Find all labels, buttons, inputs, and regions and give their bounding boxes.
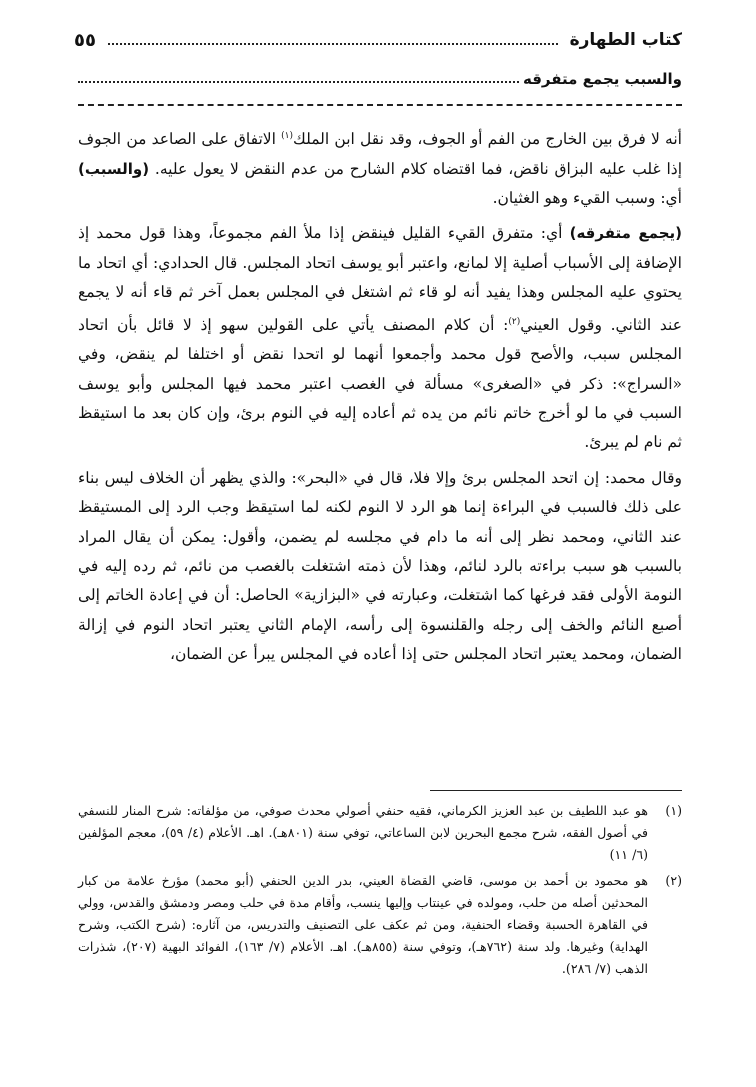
section-heading-text: والسبب يجمع متفرقه (522, 70, 682, 88)
dashed-separator (78, 104, 682, 106)
body-paragraph (78, 464, 682, 670)
footnote-marker: (٢) (508, 316, 521, 327)
header-dot-leader (108, 35, 558, 45)
footnote-marker: (١) (281, 131, 294, 141)
footnote-separator (430, 790, 682, 791)
main-text (78, 122, 682, 670)
running-header (74, 26, 682, 54)
text-run: أي: وسبب القيء وهو الغثيان. (492, 188, 682, 207)
body-paragraph (78, 122, 682, 213)
page-number: ٥٥ (74, 29, 96, 51)
footnote (78, 800, 682, 867)
section-dot-leader (78, 75, 519, 83)
section-heading (78, 70, 682, 88)
text-run: أي: متفرق القيء القليل فينقض إذا ملأ الفم مجموعاً، وهذا قول محمد إذ الإضافة إلى الأسباب أصلية إلا لمانع، واعتبر أبو يوسف اتحاد المجلس. قال الحدادي: أي اتحاد ما يحتوي عليه المجلس وهذا يفيد أنه لو قاء ثم اشتغل في المجلس بعمل آخر ثم قاء أنه لا يجمع عند الثاني. وقول العيني (78, 224, 682, 334)
text-run: الاتفاق على الصاعد من الجوف إذا غلب عليه البزاق ناقض، فما اقتضاه كلام الشارح من عدم النقض لا يعول عليه. (78, 130, 682, 178)
book-title: كتاب الطهارة (569, 30, 682, 50)
text-run: : أن كلام المصنف يأتي على القولين سهو إذ لا قائل بأن اتحاد المجلس سبب، والأصح قول محمد وأجمعوا أنهما لو اتحدا نقض أو اختلفا لم ينقض، وفي «السراج»: ذكر في «الصغرى» مسألة في الغصب اعتبر محمد فيها المجلس وأبو يوسف السبب في ما لو أخرج خاتم نائم من يده ثم أعاده إليه في النوم برئ، وإن كان بعد ما استيقظ ثم نام لم يبرئ. (78, 315, 682, 452)
matn-keyword: (يجمع متفرقه) (569, 224, 682, 243)
footnote (78, 870, 682, 981)
body-paragraph (78, 219, 682, 457)
matn-keyword: (والسبب) (78, 159, 150, 178)
footnote-number: (١) (665, 803, 682, 818)
footnote-text: هو عبد اللطيف بن عبد العزيز الكرماني، فقيه حنفي أصولي محدث صوفي، من مؤلفاته: شرح المنار للنسفي في أصول الفقه، شرح مجمع البحرين لابن الساعاتي، توفي سنة (٨٠١هـ). اهـ. الأعلام (٤/ ٥٩)، معجم المؤلفين (٦/ ١١) (78, 803, 649, 863)
footnote-text: هو محمود بن أحمد بن موسى، قاضي القضاة العيني، بدر الدين الحنفي (أبو محمد) مؤرخ علامة من كبار المحدثين أصله من حلب، ومولده في عينتاب وإليها ينسب، وأقام مدة في حلب ومصر ودمشق والقدس، وولي في القاهرة الحسبة وقضاء الحنفية، ومن ثم عكف على التصنيف والتدريس، من آثاره: (شرح الكتب، وشرح الهداية) وغيرها. ولد سنة (٧٦٢هـ)، وتوفي سنة (٨٥٥هـ). اهـ. الأعلام (٧/ ١٦٣)، الفوائد البهية (٢٠٧)، شذرات الذهب (٧/ ٢٨٦). (78, 872, 648, 977)
footnote-number: (٢) (665, 872, 682, 888)
text-run: وقال محمد: إن اتحد المجلس برئ وإلا فلا، قال في «البحر»: والذي يظهر أن الخلاف ليس بناء على ذلك فالسبب في البراءة إنما هو الرد لا النوم لكنه لما استيقظ وجب الرد إلى المستيقظ عند الثاني، ومحمد نظر إلى أنه ما دام في مجلسه لم يضمن، وأقول: يمكن أن يقال المراد بالسبب هو سبب براءته بالرد لنائم، وهذا لأن ذمته اشتغلت بالغصب من نائم، ثم رده إليه في النومة الأولى فقد فرغها كما اشتغلت، وعبارته في «البزازية» الحاصل: أن في إعادة الخاتم إلى أصبع النائم والخف إلى رجله والقلنسوة إلى رأسه، الإمام الثاني يعتبر اتحاد النوم في إزالة الضمان، ومحمد يعتبر اتحاد المجلس حتى إذا أعاده في المجلس يبرأ عن الضمان، (78, 468, 682, 664)
footnotes (78, 800, 682, 984)
text-run: أنه لا فرق بين الخارج من الفم أو الجوف، وقد نقل ابن الملك (293, 130, 682, 149)
